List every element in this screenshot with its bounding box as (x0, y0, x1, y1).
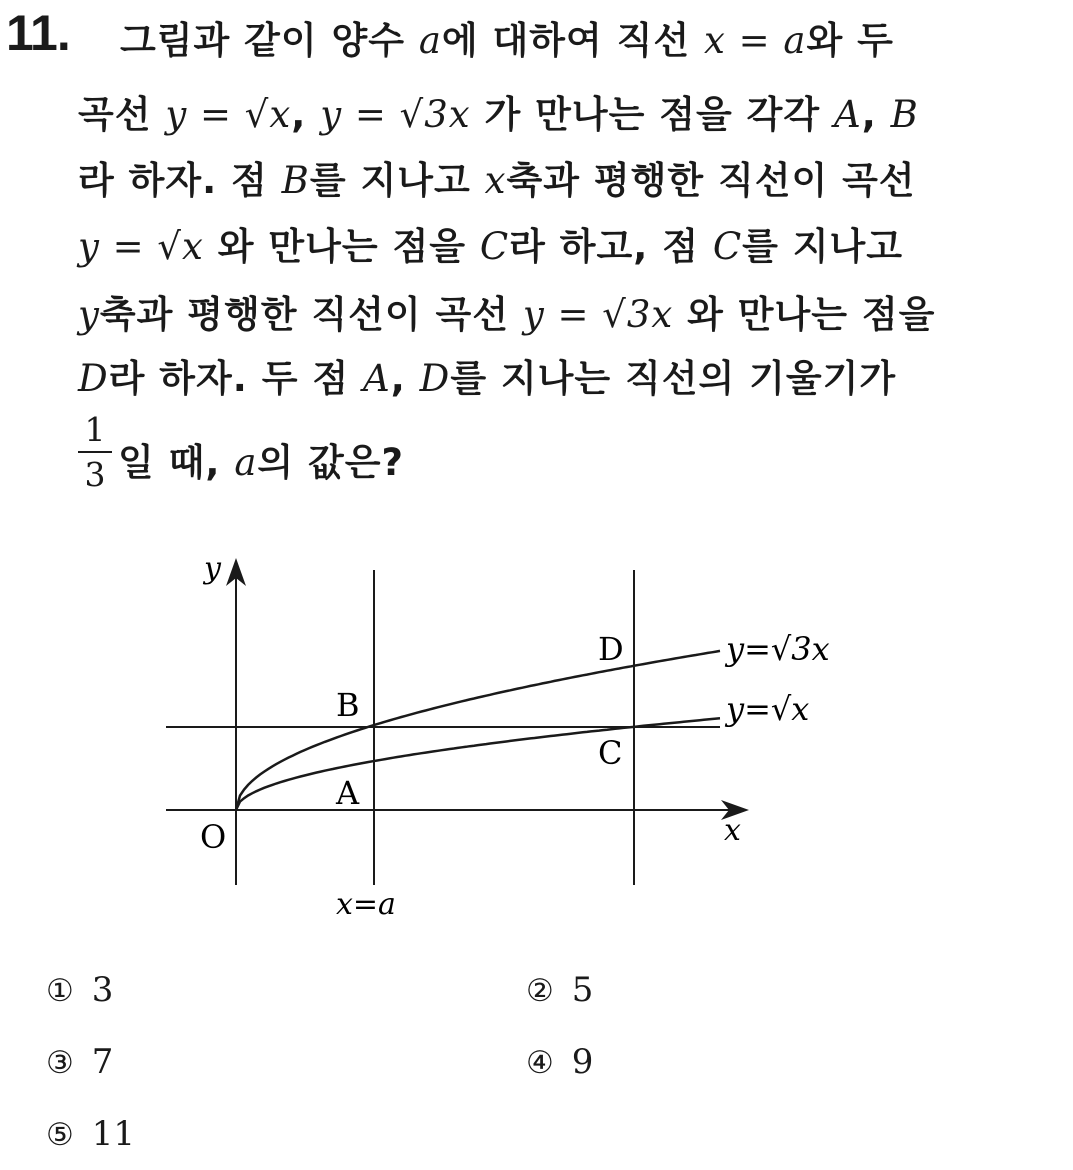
math: y = √x (78, 225, 204, 268)
choice-mark: ② (526, 973, 554, 1009)
math: y (78, 293, 100, 336)
choice-2[interactable] (526, 970, 593, 1010)
math: a (234, 441, 258, 484)
math: C (479, 225, 510, 268)
vertical-line-label: x=a (336, 887, 396, 922)
fraction-numerator: 1 (84, 410, 106, 449)
curve-upper-label: y=√3x (726, 630, 830, 668)
choice-value: 3 (91, 970, 114, 1010)
choice-value: 7 (91, 1042, 114, 1082)
text: 라 하자. 두 점 (108, 357, 363, 400)
math: y = √x (165, 93, 292, 136)
choice-mark: ① (46, 973, 74, 1009)
text: 라 하자. 점 (78, 159, 282, 202)
question-number: 11. (6, 5, 70, 61)
text: 그림과 같이 양수 (120, 19, 419, 62)
choice-4[interactable] (526, 1042, 593, 1082)
origin-label: O (200, 818, 227, 856)
text: , (861, 93, 891, 136)
text: 를 지나는 직선의 기울기가 (450, 357, 897, 400)
text: 의 값은? (257, 441, 404, 484)
math: a (418, 19, 442, 62)
choice-value: 9 (571, 1042, 594, 1082)
point-a-label: A (336, 774, 360, 812)
choice-5[interactable] (46, 1114, 135, 1154)
point-d-label: D (598, 630, 624, 668)
choice-value: 5 (571, 970, 594, 1010)
text: 에 대하여 직선 (441, 19, 705, 62)
fraction-denominator: 3 (84, 455, 106, 494)
text: 를 지나고 (309, 159, 485, 202)
text: 와 만나는 점을 (673, 293, 936, 336)
math: D (78, 357, 109, 400)
text: 와 만나는 점을 (203, 225, 480, 268)
math: C (712, 225, 743, 268)
point-c-label: C (598, 734, 623, 772)
y-axis-label: y (204, 551, 221, 586)
text: 곡선 (78, 93, 166, 136)
curve-y-sqrt-3x (236, 651, 720, 810)
math: D (419, 357, 451, 400)
curve-y-sqrt-x (236, 718, 720, 810)
choice-mark: ③ (46, 1045, 74, 1081)
point-b-label: B (336, 686, 360, 724)
text: 를 지나고 (742, 225, 904, 268)
x-axis-label: x (724, 813, 741, 848)
math: y = √3x (522, 293, 674, 336)
text: , (390, 357, 420, 400)
text: , (291, 93, 321, 136)
math: A (362, 357, 391, 400)
math: x (484, 159, 507, 202)
choice-1[interactable] (46, 970, 113, 1010)
choice-value: 11 (91, 1114, 136, 1154)
text: 축과 평행한 직선이 곡선 (506, 159, 916, 202)
text: 라 하고, 점 (509, 225, 713, 268)
curve-lower-label: y=√x (726, 690, 810, 728)
math: B (281, 159, 310, 202)
math: x = a (704, 19, 807, 62)
text: 일 때, (118, 441, 235, 484)
choice-mark: ④ (526, 1045, 554, 1081)
text: 축과 평행한 직선이 곡선 (99, 293, 523, 336)
choice-mark: ⑤ (46, 1117, 74, 1153)
text: 가 만나는 점을 각각 (470, 93, 834, 136)
math: A (833, 93, 862, 136)
text: 와 두 (806, 19, 894, 62)
choice-3[interactable] (46, 1042, 113, 1082)
math: y = √3x (320, 93, 471, 136)
math: B (890, 93, 919, 136)
